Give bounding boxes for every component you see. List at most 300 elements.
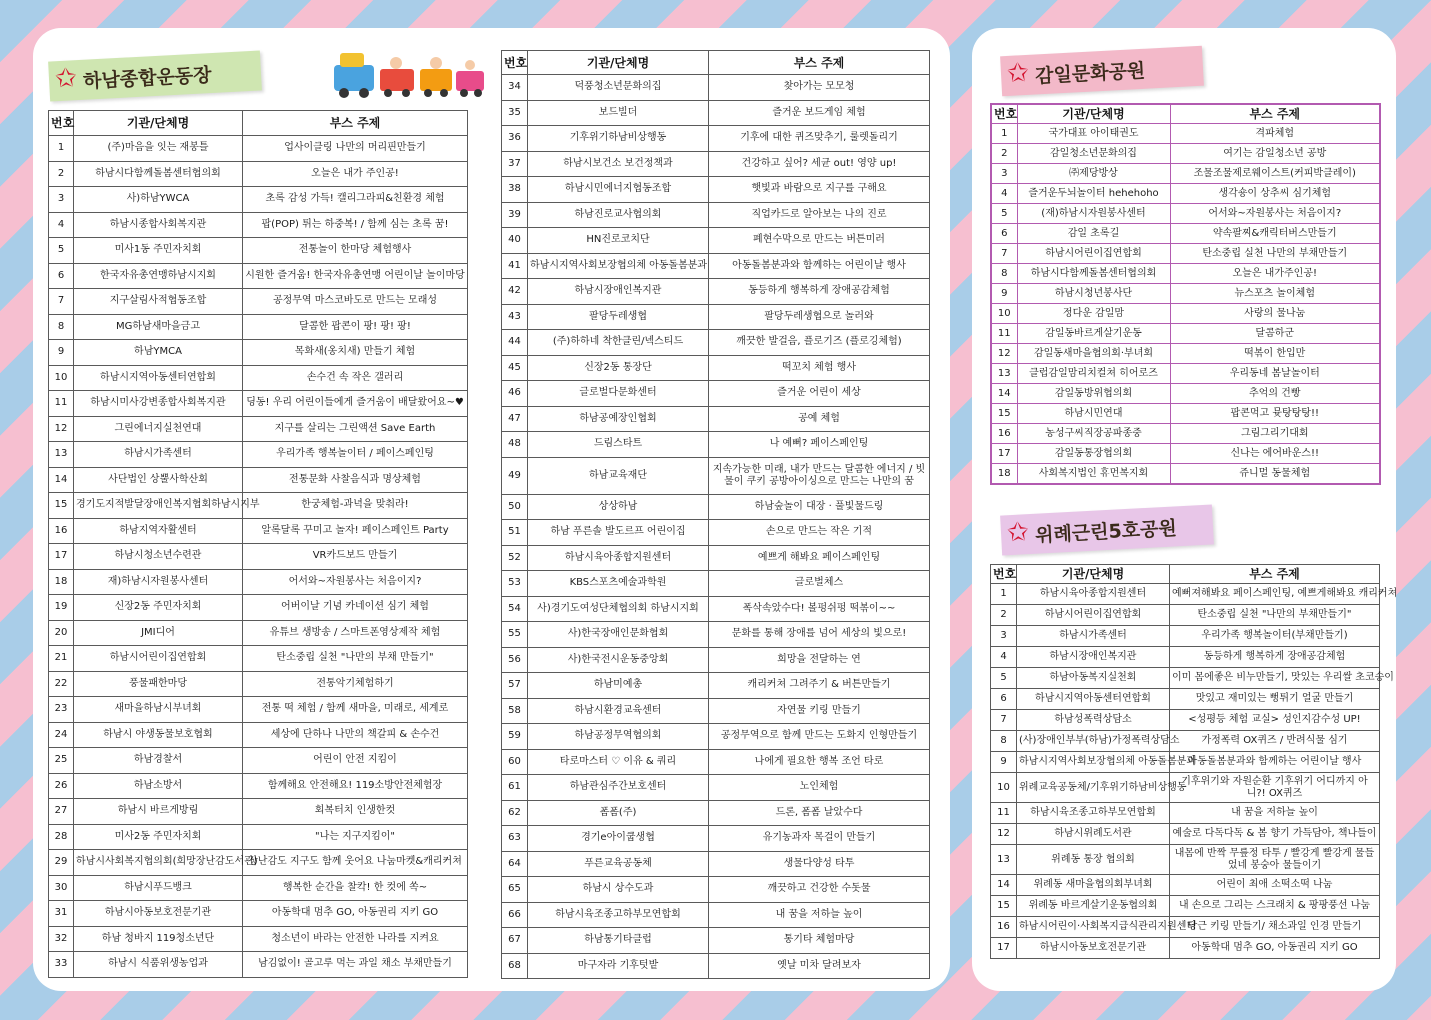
cell-topic: 남김없이! 골고루 먹는 과일 채소 부채만들기 bbox=[243, 952, 468, 978]
cell-topic: 예뻐져해봐요 페이스페인팅, 예쁘게해봐요 캐리커쳐 bbox=[1170, 584, 1380, 605]
cell-no: 18 bbox=[49, 569, 74, 595]
table-row bbox=[502, 202, 930, 228]
header-topic: 부스 주제 bbox=[709, 51, 930, 75]
table-row bbox=[49, 544, 468, 570]
cell-no: 35 bbox=[502, 100, 528, 126]
table-row bbox=[49, 493, 468, 519]
cell-no: 19 bbox=[49, 595, 74, 621]
cell-org: 국가대표 아이태권도 bbox=[1017, 124, 1170, 144]
table-row bbox=[991, 144, 1380, 164]
cell-topic: 건강하고 싶어? 세균 out! 영양 up! bbox=[709, 151, 930, 177]
cell-org: 하남시가족센터 bbox=[74, 442, 243, 468]
cell-org: 하남 청바지 119청소년단 bbox=[74, 926, 243, 952]
cell-org: 위례동 바르게살기운동협의회 bbox=[1017, 896, 1170, 917]
header-no: 번호 bbox=[991, 565, 1017, 584]
table-row bbox=[502, 151, 930, 177]
cell-no: 6 bbox=[49, 263, 74, 289]
cell-org: 하남시다함께돌봄센터협의회 bbox=[1017, 264, 1170, 284]
table-row bbox=[991, 324, 1380, 344]
table-row bbox=[991, 731, 1380, 752]
cell-no: 51 bbox=[502, 520, 528, 546]
cell-no: 45 bbox=[502, 355, 528, 381]
cell-org: 하남교육재단 bbox=[528, 457, 709, 494]
cell-no: 9 bbox=[49, 340, 74, 366]
table-row bbox=[991, 938, 1380, 959]
cell-no: 2 bbox=[49, 161, 74, 187]
header-org: 기관/단체명 bbox=[1017, 565, 1170, 584]
cell-org: 하남시어린이집연합회 bbox=[1017, 244, 1170, 264]
table-row bbox=[49, 314, 468, 340]
cell-org: 감일청소년문화의집 bbox=[1017, 144, 1170, 164]
cell-topic: 폭삭속았수다! 볼펑쉬펑 떡볶이~~ bbox=[709, 596, 930, 622]
cell-no: 11 bbox=[49, 391, 74, 417]
table-row bbox=[991, 264, 1380, 284]
header-no: 번호 bbox=[991, 104, 1017, 124]
table-row bbox=[991, 875, 1380, 896]
cell-no: 61 bbox=[502, 775, 528, 801]
cell-no: 68 bbox=[502, 953, 528, 979]
cell-topic: 유기농과자 목걸이 만들기 bbox=[709, 826, 930, 852]
table-row bbox=[49, 722, 468, 748]
cell-topic: 글로벌체스 bbox=[709, 571, 930, 597]
cell-topic: 찾아가는 모모청 bbox=[709, 75, 930, 101]
cell-org: 위례동 통장 협의회 bbox=[1017, 845, 1170, 875]
table-row bbox=[49, 952, 468, 978]
table-row bbox=[502, 457, 930, 494]
cell-org: 새마을하남시부녀회 bbox=[74, 697, 243, 723]
cell-org: 하남시보건소 보건정책과 bbox=[528, 151, 709, 177]
cell-topic: 뉴스포츠 놀이체험 bbox=[1170, 284, 1380, 304]
cell-org: 위례동 새마을협의회부녀회 bbox=[1017, 875, 1170, 896]
table-body bbox=[49, 136, 468, 978]
cell-topic: 즐거운 어린이 세상 bbox=[709, 381, 930, 407]
cell-org: ㈜제당방상 bbox=[1017, 164, 1170, 184]
table-row bbox=[502, 406, 930, 432]
table-row bbox=[502, 520, 930, 546]
cell-org: 하남시어린이집연합회 bbox=[74, 646, 243, 672]
table-row bbox=[991, 917, 1380, 938]
table-row bbox=[991, 605, 1380, 626]
table-row bbox=[502, 826, 930, 852]
table-row bbox=[49, 697, 468, 723]
cell-no: 30 bbox=[49, 875, 74, 901]
cell-org: 하남시지역사회보장협의체 아동돌봄분과 bbox=[528, 253, 709, 279]
table-row bbox=[49, 646, 468, 672]
table-row bbox=[502, 126, 930, 152]
table-row bbox=[502, 851, 930, 877]
cell-topic: 캐리커쳐 그려주기 & 버튼만들기 bbox=[709, 673, 930, 699]
cell-topic: 팝콘먹고 뮷탕탕탕!! bbox=[1170, 404, 1380, 424]
cell-topic: 탄소중립 실천 "나만의 부채만들기" bbox=[1170, 605, 1380, 626]
cell-topic: 업사이클링 나만의 머리핀만들기 bbox=[243, 136, 468, 162]
cell-org: 하남공예장인협회 bbox=[528, 406, 709, 432]
cell-org: 하남성폭력상담소 bbox=[1017, 710, 1170, 731]
cell-org: 하남시육조종고하부모연합회 bbox=[528, 902, 709, 928]
cell-org: 감일동방위협의회 bbox=[1017, 384, 1170, 404]
table-row bbox=[991, 626, 1380, 647]
cell-topic: 팝(POP) 튀는 하중복! / 함께 심는 초록 꿈! bbox=[243, 212, 468, 238]
cell-topic: 떡꼬치 체험 행사 bbox=[709, 355, 930, 381]
cell-topic: 예술로 다독다독 & 봄 향기 가득담아, 책나들이 bbox=[1170, 824, 1380, 845]
cell-topic: 어서와~자원봉사는 처음이지? bbox=[1170, 204, 1380, 224]
cell-no: 9 bbox=[991, 752, 1017, 773]
cell-org: 덕풍청소년문화의집 bbox=[528, 75, 709, 101]
table-row bbox=[991, 224, 1380, 244]
table-row bbox=[502, 494, 930, 520]
table-row bbox=[502, 253, 930, 279]
cell-topic: 장난감도 지구도 함께 웃어요 나눔마켓&캐리커쳐 bbox=[243, 850, 468, 876]
cell-topic: 목화새(옹치새) 만들기 체험 bbox=[243, 340, 468, 366]
cell-no: 3 bbox=[49, 187, 74, 213]
table-row bbox=[49, 875, 468, 901]
cell-no: 4 bbox=[991, 647, 1017, 668]
cell-topic: 유튜브 생방송 / 스마트폰영상제작 체험 bbox=[243, 620, 468, 646]
table-row bbox=[502, 749, 930, 775]
header-org: 기관/단체명 bbox=[1017, 104, 1170, 124]
cell-topic: 나에게 필요한 행복 조언 타로 bbox=[709, 749, 930, 775]
cell-topic: 전통악기체험하기 bbox=[243, 671, 468, 697]
cell-topic: 동등하게 행복하게 장애공감체험 bbox=[1170, 647, 1380, 668]
cell-org: 마구자라 기후텃밭 bbox=[528, 953, 709, 979]
table-row bbox=[991, 689, 1380, 710]
cell-org: 하남시 상수도과 bbox=[528, 877, 709, 903]
table-body bbox=[991, 584, 1398, 959]
cell-topic: "나는 지구지킴이" bbox=[243, 824, 468, 850]
cell-no: 16 bbox=[49, 518, 74, 544]
table-row bbox=[502, 698, 930, 724]
cell-no: 14 bbox=[991, 875, 1017, 896]
table-row bbox=[49, 187, 468, 213]
header-no: 번호 bbox=[502, 51, 528, 75]
cell-topic: 공정무역 마스코바도로 만드는 모래성 bbox=[243, 289, 468, 315]
table-body bbox=[991, 124, 1380, 485]
cell-no: 58 bbox=[502, 698, 528, 724]
cell-org: 하남시푸드뱅크 bbox=[74, 875, 243, 901]
table-row bbox=[991, 803, 1380, 824]
cell-no: 8 bbox=[991, 731, 1017, 752]
cell-topic: 쥬니멀 동물체험 bbox=[1170, 464, 1380, 485]
table-row bbox=[502, 355, 930, 381]
cell-org: 하남통기타클럽 bbox=[528, 928, 709, 954]
cell-topic: 떡볶이 한입만 bbox=[1170, 344, 1380, 364]
cell-topic: 햇빛과 바람으로 지구를 구해요 bbox=[709, 177, 930, 203]
table-row bbox=[502, 330, 930, 356]
cell-org: 하남시어린이·사회복지급식관리지원센터 bbox=[1017, 917, 1170, 938]
cell-topic: 폐현수막으로 만드는 버튼미러 bbox=[709, 228, 930, 254]
cell-no: 14 bbox=[49, 467, 74, 493]
cell-org: 신장2동 주민자치회 bbox=[74, 595, 243, 621]
cell-org: 하남시환경교육센터 bbox=[528, 698, 709, 724]
cell-topic: 공정무역으로 함께 만드는 도화지 인형만들기 bbox=[709, 724, 930, 750]
cell-org: 미사2동 주민자치회 bbox=[74, 824, 243, 850]
cell-no: 17 bbox=[991, 938, 1017, 959]
cell-org: 하남미예총 bbox=[528, 673, 709, 699]
cell-topic: 초록 감성 가득! 캘리그라피&친환경 체험 bbox=[243, 187, 468, 213]
cell-org: 상상하남 bbox=[528, 494, 709, 520]
cell-topic: 생물다양성 타투 bbox=[709, 851, 930, 877]
cell-no: 41 bbox=[502, 253, 528, 279]
cell-org: 하남진로교사협의회 bbox=[528, 202, 709, 228]
table-row bbox=[49, 136, 468, 162]
cell-no: 50 bbox=[502, 494, 528, 520]
cell-topic: 세상에 단하나 나만의 책갈피 & 손수건 bbox=[243, 722, 468, 748]
cell-no: 9 bbox=[991, 284, 1017, 304]
table-row bbox=[502, 673, 930, 699]
cell-topic: 노인체험 bbox=[709, 775, 930, 801]
table-row bbox=[502, 724, 930, 750]
cell-org: 하남YMCA bbox=[74, 340, 243, 366]
cell-org: 미사1동 주민자치회 bbox=[74, 238, 243, 264]
cell-topic: 기후위기와 자원순환 기후위기 어디까지 아니?! OX퀴즈 bbox=[1170, 773, 1380, 803]
cell-org: 사)한국장애인문화협회 bbox=[528, 622, 709, 648]
cell-topic: 우리동네 봄날놀이터 bbox=[1170, 364, 1380, 384]
cell-topic: 전통 떡 체험 / 함께 새마을, 미래로, 세계로 bbox=[243, 697, 468, 723]
header-topic: 부스 주제 bbox=[243, 111, 468, 136]
cell-no: 39 bbox=[502, 202, 528, 228]
cell-no: 20 bbox=[49, 620, 74, 646]
cell-topic: 함께해요 안전해요! 119소방안전체험장 bbox=[243, 773, 468, 799]
cell-no: 12 bbox=[991, 344, 1017, 364]
cell-org: 하남경찰서 bbox=[74, 748, 243, 774]
cell-no: 17 bbox=[991, 444, 1017, 464]
section-title-text: 감일문화공원 bbox=[1034, 59, 1146, 87]
cell-org: 하남시아동보호전문기관 bbox=[74, 901, 243, 927]
table-row bbox=[502, 177, 930, 203]
star-icon: ✩ bbox=[1006, 57, 1030, 89]
cell-no: 13 bbox=[991, 845, 1017, 875]
cell-no: 1 bbox=[49, 136, 74, 162]
cell-org: 경기도지적발달장애인복지협회하남시지부 bbox=[74, 493, 243, 519]
cell-topic: 추억의 건빵 bbox=[1170, 384, 1380, 404]
table-row bbox=[991, 364, 1380, 384]
cell-org: 하남시청년봉사단 bbox=[1017, 284, 1170, 304]
cell-org: 폼폼(주) bbox=[528, 800, 709, 826]
cell-no: 3 bbox=[991, 164, 1017, 184]
table-row bbox=[991, 344, 1380, 364]
table-row bbox=[49, 212, 468, 238]
cell-org: 하남시 식품위생농업과 bbox=[74, 952, 243, 978]
table-row bbox=[991, 304, 1380, 324]
cell-topic: 우리가족 행복놀이터(부채만들기) bbox=[1170, 626, 1380, 647]
cell-org: 기후위기하남비상행동 bbox=[528, 126, 709, 152]
cell-no: 54 bbox=[502, 596, 528, 622]
cell-no: 5 bbox=[991, 204, 1017, 224]
cell-no: 43 bbox=[502, 304, 528, 330]
cell-no: 2 bbox=[991, 144, 1017, 164]
cell-topic: 신나는 에어바운스!! bbox=[1170, 444, 1380, 464]
star-icon: ✩ bbox=[1006, 517, 1030, 549]
cell-topic: <성평등 체험 교실> 성인지감수성 UP! bbox=[1170, 710, 1380, 731]
cell-topic: 팔당두레생협으로 놀러와 bbox=[709, 304, 930, 330]
cell-topic: 옛날 미차 달려보자 bbox=[709, 953, 930, 979]
cell-no: 36 bbox=[502, 126, 528, 152]
cell-org: KBS스포츠예술과학원 bbox=[528, 571, 709, 597]
table-row bbox=[49, 748, 468, 774]
cell-topic: 청소년이 바라는 안전한 나라를 지켜요 bbox=[243, 926, 468, 952]
section-title-text: 하남종합운동장 bbox=[82, 63, 213, 93]
cell-org: 사)경기도여성단체협의회 하남시지회 bbox=[528, 596, 709, 622]
cell-topic: 동등하게 행복하게 장애공감체험 bbox=[709, 279, 930, 305]
cell-org: 하남시민에너지협동조합 bbox=[528, 177, 709, 203]
cell-topic: 손으로 만드는 작은 기적 bbox=[709, 520, 930, 546]
cell-no: 66 bbox=[502, 902, 528, 928]
cell-no: 3 bbox=[991, 626, 1017, 647]
table-row bbox=[49, 263, 468, 289]
cell-topic: 아동돌봄분과와 함께하는 어린이날 행사 bbox=[709, 253, 930, 279]
cell-no: 6 bbox=[991, 689, 1017, 710]
cell-topic: 내 꿈을 저하늘 높이 bbox=[709, 902, 930, 928]
cell-topic: 깨끗한 발걸음, 플로기즈 (플로깅체험) bbox=[709, 330, 930, 356]
table-row bbox=[49, 518, 468, 544]
cell-no: 15 bbox=[991, 896, 1017, 917]
cell-org: 하남시청소년수련관 bbox=[74, 544, 243, 570]
table-row bbox=[502, 432, 930, 458]
star-icon: ✩ bbox=[54, 63, 78, 95]
table-row bbox=[49, 442, 468, 468]
cell-no: 7 bbox=[49, 289, 74, 315]
cell-no: 12 bbox=[991, 824, 1017, 845]
cell-topic: 회복터치 인생한컷 bbox=[243, 799, 468, 825]
cell-org: 하남시다함께돌봄센터협의회 bbox=[74, 161, 243, 187]
cell-topic: 그림그리기대회 bbox=[1170, 424, 1380, 444]
table-row bbox=[991, 404, 1380, 424]
table-body bbox=[502, 75, 930, 979]
cell-org: 푸른교육공동체 bbox=[528, 851, 709, 877]
table-row bbox=[49, 773, 468, 799]
cell-topic: 공예 체험 bbox=[709, 406, 930, 432]
cell-org: 하남시사회복지협의회(희망장난감도서관) bbox=[74, 850, 243, 876]
cell-topic: 기후에 대한 퀴즈맞추기, 룰렛돌리기 bbox=[709, 126, 930, 152]
cell-no: 13 bbox=[991, 364, 1017, 384]
cell-no: 49 bbox=[502, 457, 528, 494]
table-row bbox=[49, 391, 468, 417]
cell-org: 하남시 야생동물보호협회 bbox=[74, 722, 243, 748]
cell-topic: 오늘은 내가 주인공! bbox=[243, 161, 468, 187]
table-row bbox=[502, 100, 930, 126]
table-row bbox=[49, 926, 468, 952]
table-row bbox=[49, 824, 468, 850]
cell-org: 한국자유총연맹하남시지회 bbox=[74, 263, 243, 289]
cell-org: HN진로코치단 bbox=[528, 228, 709, 254]
cell-org: 하남시육아종합지원센터 bbox=[528, 545, 709, 571]
cell-org: 농성구씨직장공파종중 bbox=[1017, 424, 1170, 444]
cell-topic: 약속팔찌&캐릭터버스만들기 bbox=[1170, 224, 1380, 244]
cell-org: 하남시 바르게방림 bbox=[74, 799, 243, 825]
cell-org: (주)마음을 잇는 재봉틀 bbox=[74, 136, 243, 162]
cell-topic: 즐거운 보드게임 체험 bbox=[709, 100, 930, 126]
cell-no: 23 bbox=[49, 697, 74, 723]
cell-no: 55 bbox=[502, 622, 528, 648]
cell-no: 32 bbox=[49, 926, 74, 952]
table-row bbox=[991, 647, 1380, 668]
table-row bbox=[502, 877, 930, 903]
table-row bbox=[49, 365, 468, 391]
table-row bbox=[49, 340, 468, 366]
cell-org: 재)하남시자원봉사센터 bbox=[74, 569, 243, 595]
table-row bbox=[991, 752, 1380, 773]
table-row bbox=[502, 545, 930, 571]
cell-topic: 지구를 살리는 그린액션 Save Earth bbox=[243, 416, 468, 442]
table-row bbox=[991, 584, 1380, 605]
cell-org: 하남시위례도서관 bbox=[1017, 824, 1170, 845]
cell-no: 11 bbox=[991, 803, 1017, 824]
table-row bbox=[49, 289, 468, 315]
cell-org: 드림스타트 bbox=[528, 432, 709, 458]
cell-topic: 지속가능한 미래, 내가 만드는 달콤한 에너지 / 빗물이 쿠키 공방아이싱으로 만드는 나만의 꿈 bbox=[709, 457, 930, 494]
cell-topic: 알록달록 꾸미고 놀자! 페이스페인트 Party bbox=[243, 518, 468, 544]
cell-topic: 시원한 즐거움! 한국자유총연맹 어린이날 놀이마당 bbox=[243, 263, 468, 289]
table-row bbox=[991, 845, 1380, 875]
cell-topic: 자연물 키링 만들기 bbox=[709, 698, 930, 724]
cell-no: 64 bbox=[502, 851, 528, 877]
cell-org: 하남 푸른솔 발도르프 어린이집 bbox=[528, 520, 709, 546]
cell-no: 1 bbox=[991, 124, 1017, 144]
cell-no: 63 bbox=[502, 826, 528, 852]
cell-no: 14 bbox=[991, 384, 1017, 404]
table-row bbox=[49, 569, 468, 595]
table-row bbox=[991, 124, 1380, 144]
cell-no: 5 bbox=[991, 668, 1017, 689]
table-row bbox=[502, 647, 930, 673]
table-row bbox=[991, 668, 1380, 689]
table-row bbox=[502, 571, 930, 597]
cell-topic: 격파체험 bbox=[1170, 124, 1380, 144]
table-row bbox=[502, 902, 930, 928]
cell-org: JMI디어 bbox=[74, 620, 243, 646]
cell-no: 65 bbox=[502, 877, 528, 903]
cell-no: 27 bbox=[49, 799, 74, 825]
cell-no: 16 bbox=[991, 917, 1017, 938]
table-row bbox=[502, 279, 930, 305]
cell-org: 하남시육아종합지원센터 bbox=[1017, 584, 1170, 605]
cell-topic: 드론, 폼폼 날았수다 bbox=[709, 800, 930, 826]
cell-no: 48 bbox=[502, 432, 528, 458]
cell-topic: 어린이 안전 지킴이 bbox=[243, 748, 468, 774]
cell-no: 67 bbox=[502, 928, 528, 954]
cell-org: 하남시종합사회복지관 bbox=[74, 212, 243, 238]
cell-no: 29 bbox=[49, 850, 74, 876]
table-row bbox=[49, 901, 468, 927]
cell-org: 위례교육공동체/기후위기하남비상행동 bbox=[1017, 773, 1170, 803]
table-row bbox=[49, 161, 468, 187]
cell-org: 정다운 감일맘 bbox=[1017, 304, 1170, 324]
cell-no: 16 bbox=[991, 424, 1017, 444]
cell-no: 2 bbox=[991, 605, 1017, 626]
cell-topic: 생각숑이 상추씨 심기체험 bbox=[1170, 184, 1380, 204]
cell-no: 53 bbox=[502, 571, 528, 597]
cell-topic: 어린이 최애 소떡소떡 나눔 bbox=[1170, 875, 1380, 896]
cell-org: (주)하하네 착한클린/넥스티드 bbox=[528, 330, 709, 356]
cell-no: 11 bbox=[991, 324, 1017, 344]
cell-no: 21 bbox=[49, 646, 74, 672]
cell-no: 37 bbox=[502, 151, 528, 177]
cell-topic: 탄소중립 실천 나만의 부채만들기 bbox=[1170, 244, 1380, 264]
cell-org: 즐거운두뇌놀이터 hehehoho bbox=[1017, 184, 1170, 204]
cell-topic: 아동돌봄분과와 함께하는 어린이날 행사 bbox=[1170, 752, 1380, 773]
cell-topic: 나 예뻐? 페이스페인팅 bbox=[709, 432, 930, 458]
cell-topic: 내 꿈을 저하늘 높이 bbox=[1170, 803, 1380, 824]
cell-topic: 손수건 속 작은 갤러리 bbox=[243, 365, 468, 391]
cell-topic: 이미 몸에좋은 비누만들기, 맛있는 우리쌀 초코송이 bbox=[1170, 668, 1380, 689]
table-row bbox=[49, 620, 468, 646]
cell-no: 56 bbox=[502, 647, 528, 673]
cell-no: 34 bbox=[502, 75, 528, 101]
table-row bbox=[991, 773, 1380, 803]
cell-topic: 희망을 전달하는 연 bbox=[709, 647, 930, 673]
cell-no: 18 bbox=[991, 464, 1017, 485]
cell-no: 26 bbox=[49, 773, 74, 799]
cell-topic: 아동학대 멈추 GO, 아동권리 지키 GO bbox=[243, 901, 468, 927]
